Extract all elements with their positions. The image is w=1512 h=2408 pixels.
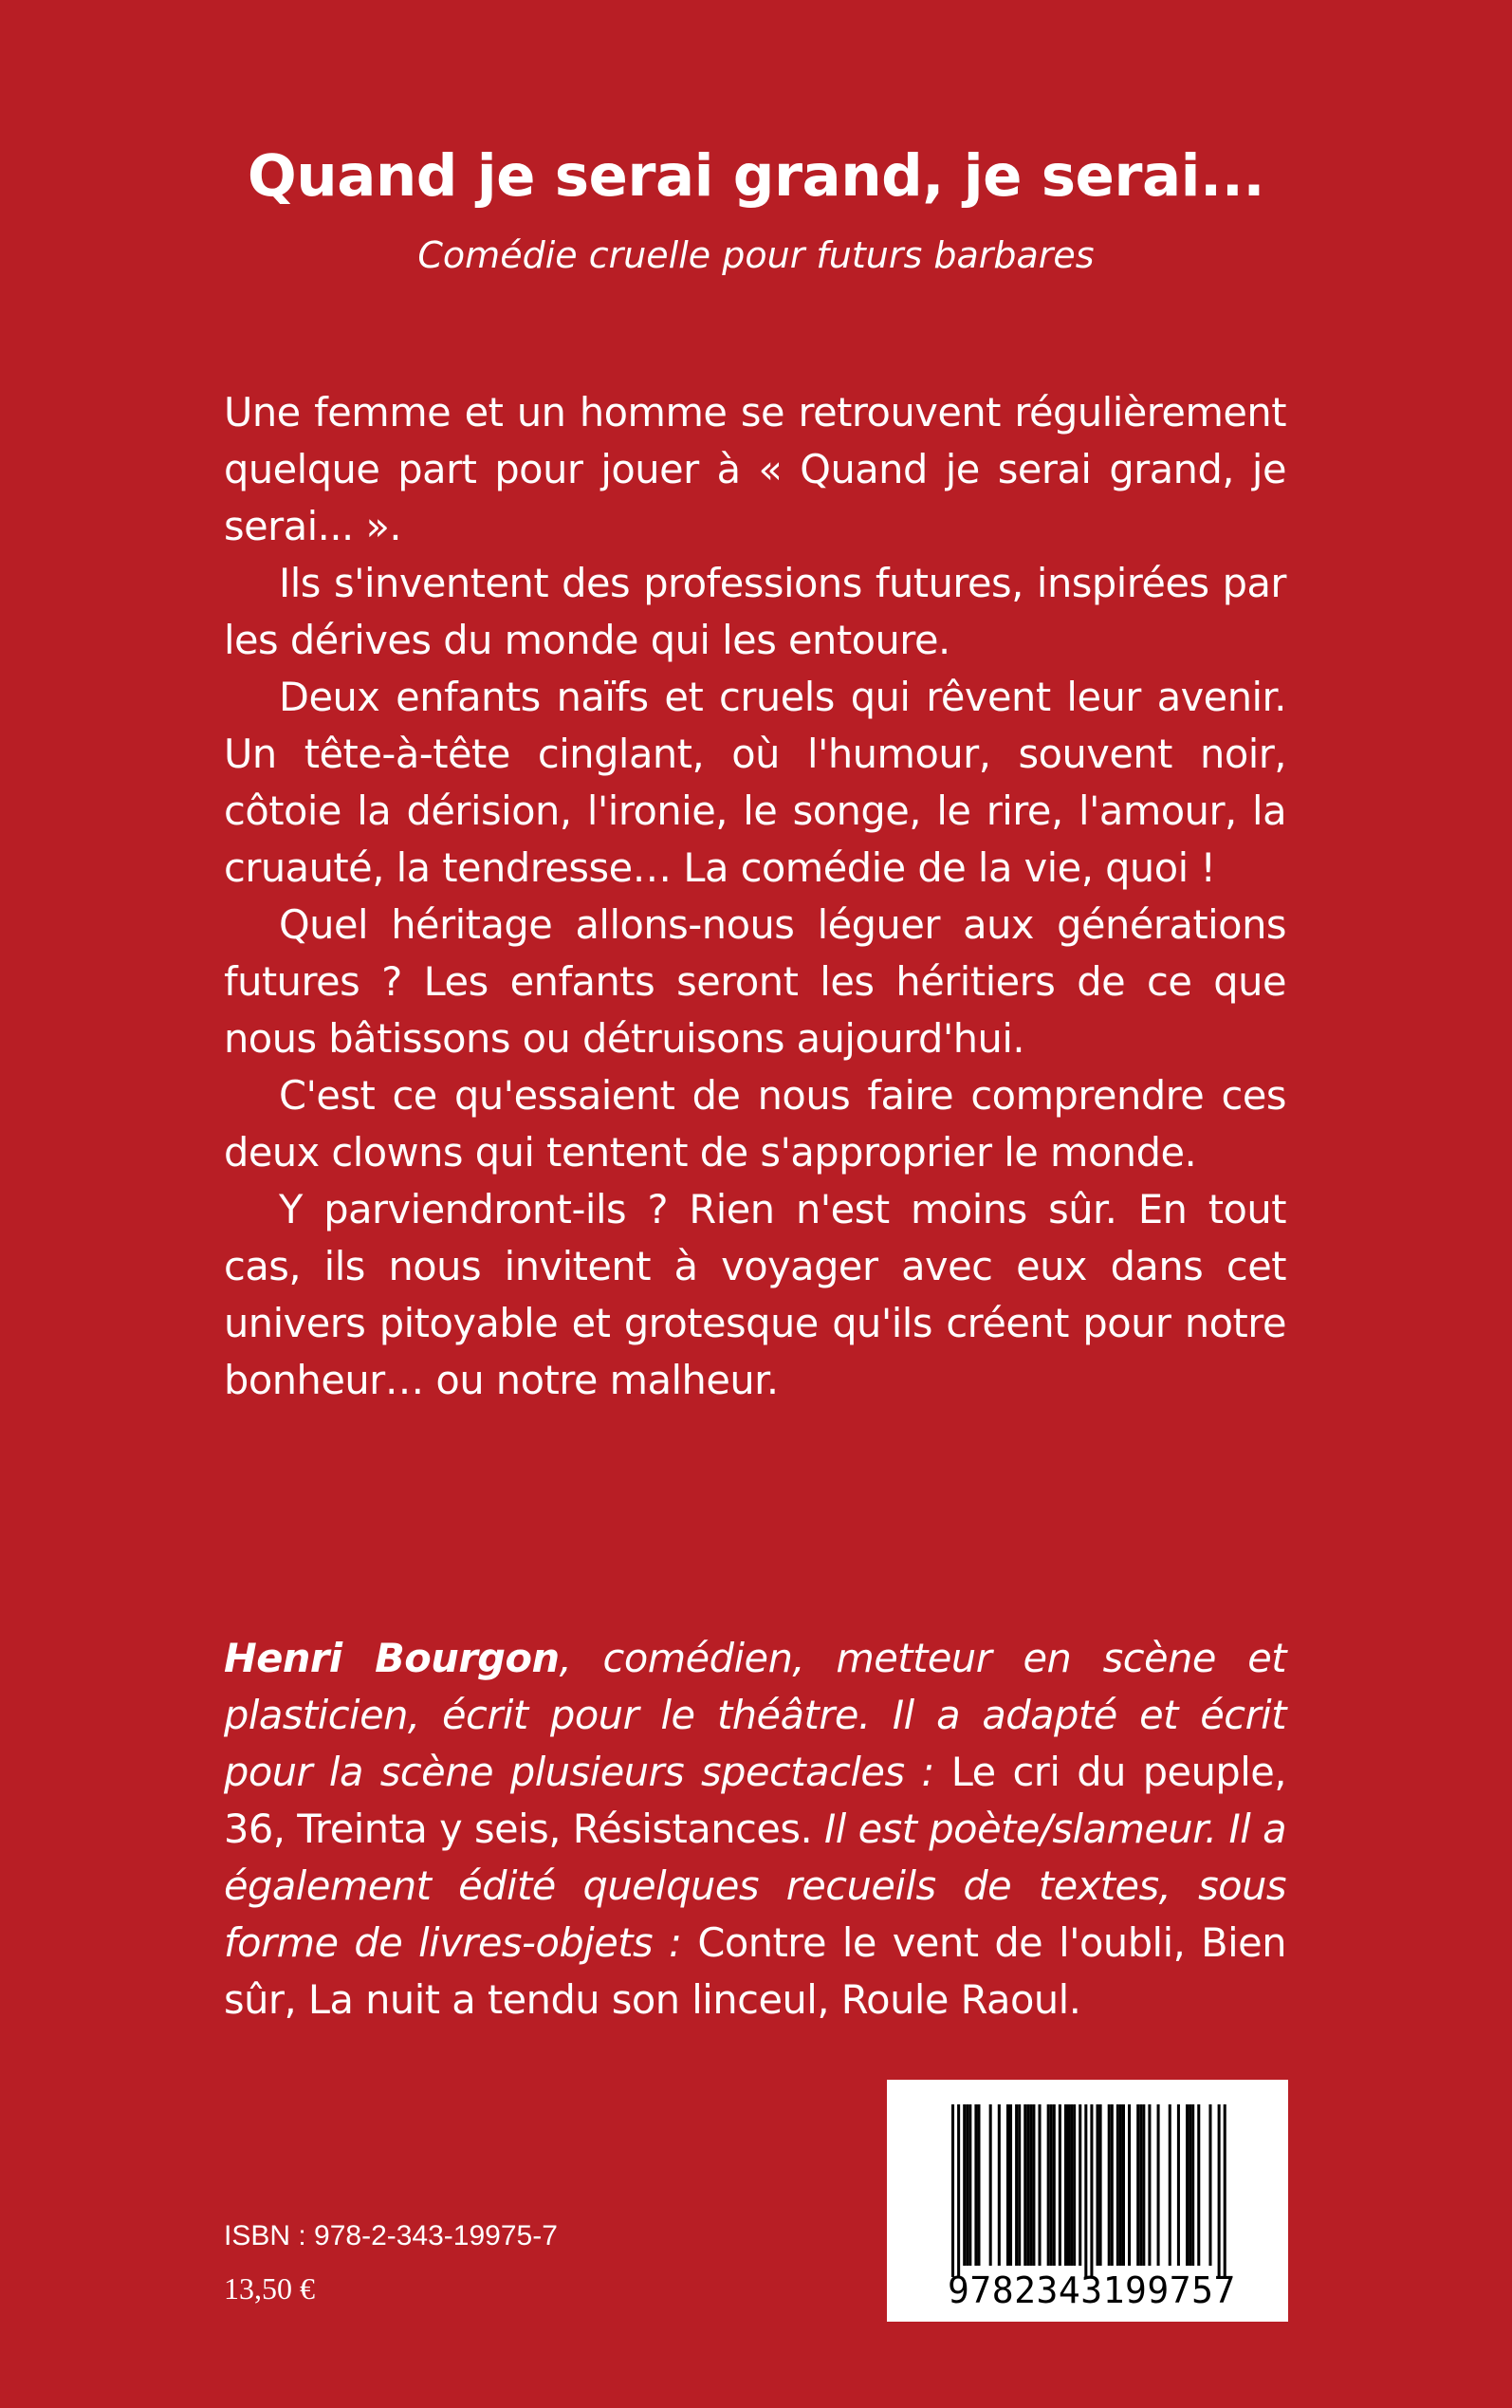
barcode [887, 2080, 1288, 2322]
price: 13,50 € [224, 2271, 315, 2306]
barcode-bar [1136, 2104, 1139, 2266]
blurb [224, 384, 1286, 1409]
barcode-bar [1026, 2104, 1029, 2266]
barcode-bar [1067, 2104, 1070, 2266]
blurb-paragraph: Y parviendront-ils ? Rien n'est moins sûr. En tout cas, ils nous invitent à voyager avec eux dans cet univers pitoyable et grotesque qu'ils créent pour notre bonheur… ou notre malheur. [224, 1186, 1286, 1403]
barcode-bar [1097, 2104, 1099, 2266]
barcode-bar [1099, 2104, 1102, 2266]
barcode-bar [1169, 2104, 1171, 2266]
isbn: ISBN : 978-2-343-19975-7 [224, 2220, 558, 2251]
barcode-bar [1090, 2104, 1093, 2277]
bio-text: , comédien, metteur en scène et plasticien, écrit pour le théâtre. Il a adapté et écrit pour la scène plusieurs spectacles : [224, 1635, 1286, 1795]
book-title: Quand je serai grand, je serai... [247, 142, 1265, 210]
barcode-bar [951, 2104, 954, 2277]
barcode-bar [1029, 2104, 1032, 2266]
barcode-bar [974, 2104, 977, 2266]
author-bio [224, 1630, 1286, 2028]
barcode-bar [1116, 2104, 1119, 2266]
barcode-bar [1108, 2104, 1111, 2266]
barcode-bar [1224, 2104, 1226, 2277]
blurb-paragraph: Quel héritage allons-nous léguer aux générations futures ? Les enfants seront les héritiers de ce que nous bâtissons ou détruisons aujourd'hui. [224, 901, 1286, 1062]
blurb-paragraph: Ils s'inventent des professions futures, inspirées par les dérives du monde qui les entoure. [224, 560, 1286, 663]
barcode-bar [1064, 2104, 1067, 2266]
barcode-digits: 9782343199757 [948, 2269, 1236, 2311]
barcode-bar [957, 2104, 960, 2277]
barcode-bar [1053, 2104, 1056, 2266]
barcode-bar [1111, 2104, 1114, 2266]
barcode-bar [963, 2104, 966, 2266]
bio-works: Le cri du peuple, 36, Treinta y seis, Résistances. [224, 1749, 1286, 1852]
book-subtitle: Comédie cruelle pour futurs barbares [417, 234, 1095, 276]
barcode-bar [1128, 2104, 1131, 2266]
blurb-paragraph: C'est ce qu'essaient de nous faire comprendre ces deux clowns qui tentent de s'approprier le monde. [224, 1072, 1286, 1176]
barcode-bar [989, 2104, 992, 2266]
author-name: Henri Bourgon [224, 1635, 560, 1681]
blurb-paragraph: Deux enfants naïfs et cruels qui rêvent leur avenir. Un tête-à-tête cinglant, où l'humour, souvent noir, côtoie la dérision, l'ironie, le songe, le rire, l'amour, la cruauté, la tendresse… La comédie de la vie, quoi ! [224, 674, 1286, 891]
barcode-bar [1047, 2104, 1050, 2266]
barcode-bar [1122, 2104, 1125, 2266]
bio-text: Il est poète/slameur. Il a également édité quelques recueils de textes, sous forme de livres-objets : [224, 1806, 1287, 1966]
barcode-bar [1070, 2104, 1073, 2266]
barcode-bar [1208, 2104, 1211, 2266]
barcode-bar [1186, 2104, 1189, 2266]
barcode-bar [1009, 2104, 1012, 2266]
blurb-paragraph: Une femme et un homme se retrouvent régulièrement quelque part pour jouer à « Quand je serai grand, je serai... ». [224, 389, 1286, 549]
barcode-bar [1084, 2104, 1087, 2277]
barcode-bar [966, 2104, 968, 2266]
barcode-bar [1139, 2104, 1142, 2266]
barcode-bar [1218, 2104, 1221, 2277]
barcode-bar [1142, 2104, 1145, 2266]
barcode-bar [1050, 2104, 1053, 2266]
barcode-bar [1032, 2104, 1035, 2266]
barcode-bar [1119, 2104, 1122, 2266]
barcode-bar [977, 2104, 980, 2266]
barcode-bar [1073, 2104, 1076, 2266]
barcode-bar [968, 2104, 971, 2266]
barcode-bar [1191, 2104, 1194, 2266]
barcode-bar [1177, 2104, 1180, 2266]
barcode-bar [1148, 2104, 1151, 2266]
barcode-bar [1197, 2104, 1200, 2266]
barcode-bar [1015, 2104, 1018, 2266]
barcode-bar [1039, 2104, 1042, 2266]
barcode-bar [1189, 2104, 1191, 2266]
barcode-bar [1006, 2104, 1009, 2266]
barcode-bar [998, 2104, 1001, 2266]
barcode-bar [1023, 2104, 1026, 2266]
barcode-bar [1157, 2104, 1160, 2266]
bio-works: Contre le vent de l'oubli, Bien sûr, La nuit a tendu son linceul, Roule Raoul. [224, 1919, 1287, 2023]
barcode-bar [1018, 2104, 1021, 2266]
barcode-bar [1059, 2104, 1061, 2266]
barcode-bar [1079, 2104, 1081, 2266]
